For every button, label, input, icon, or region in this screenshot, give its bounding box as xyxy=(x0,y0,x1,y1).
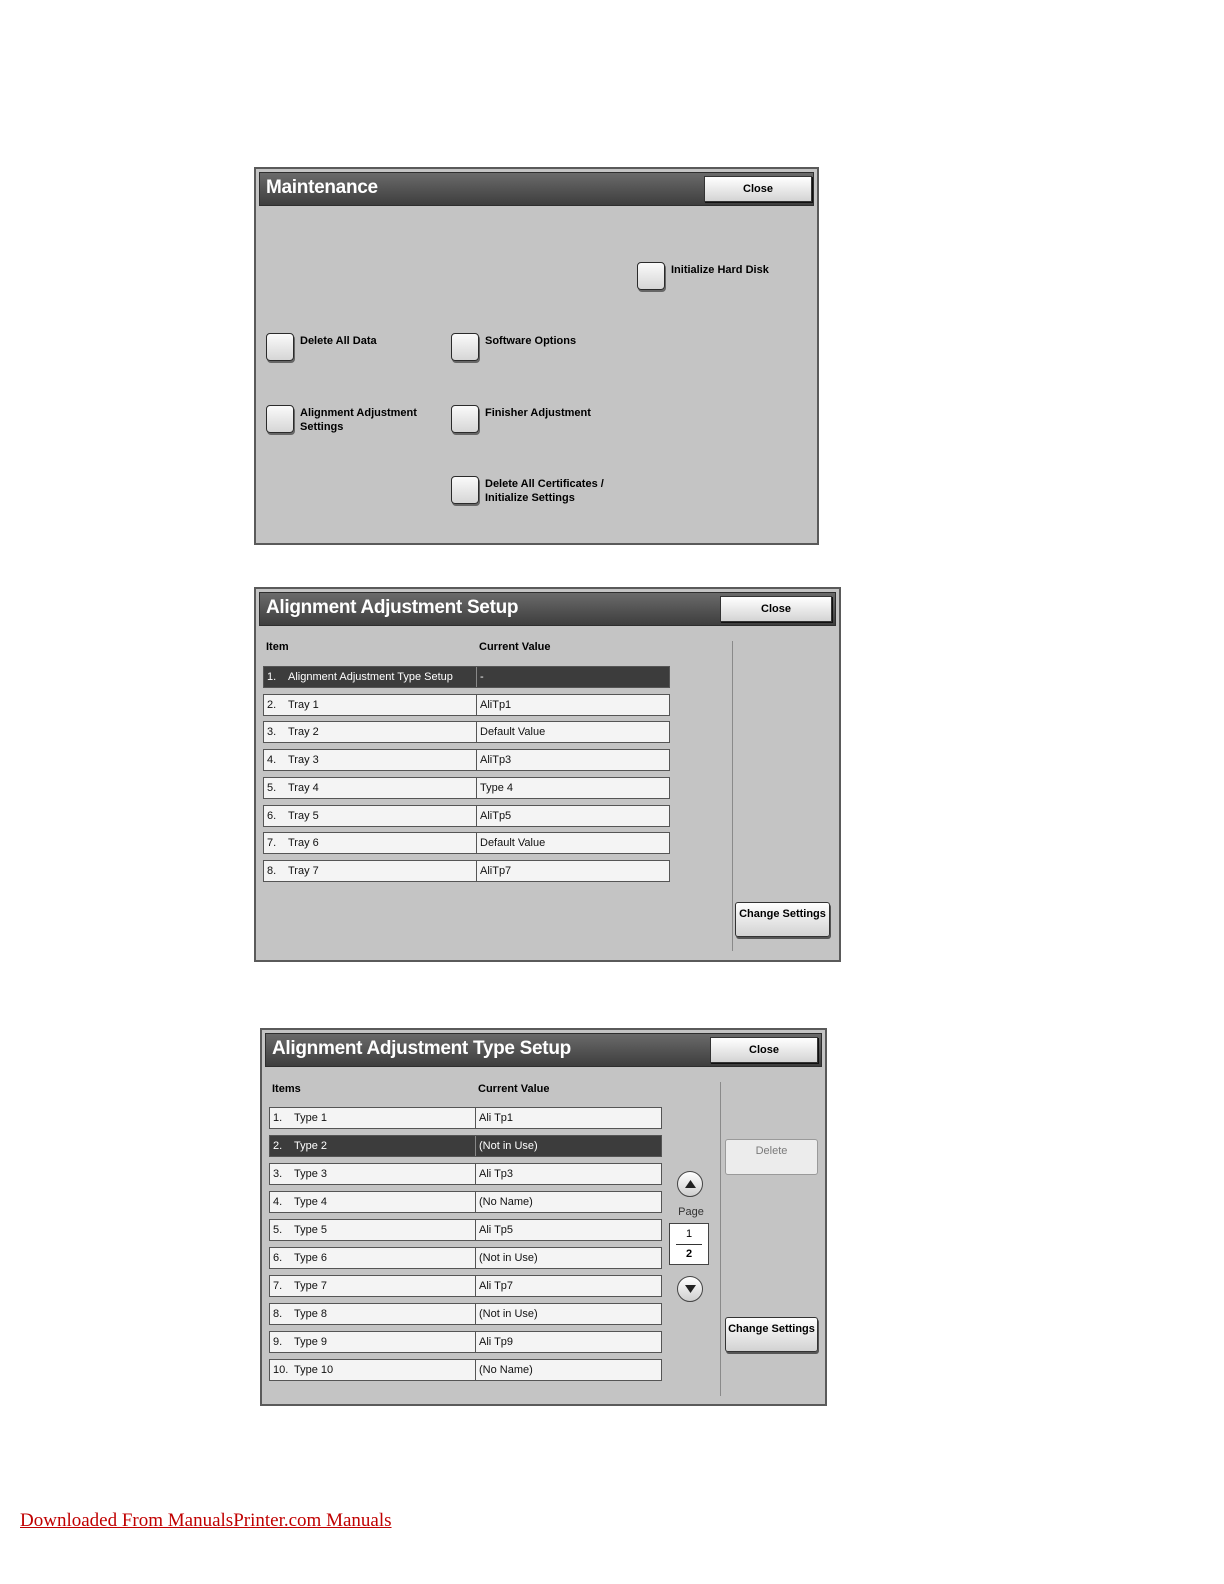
row-item: Type 2 xyxy=(294,1140,328,1152)
row-item: Type 10 xyxy=(294,1364,334,1376)
row-value: Ali Tp1 xyxy=(475,1108,661,1128)
finisher-adjustment-checkbox[interactable] xyxy=(451,405,479,433)
arrow-down-icon xyxy=(684,1284,697,1294)
page-up-button[interactable] xyxy=(677,1171,703,1197)
table-row[interactable] xyxy=(269,1275,662,1297)
software-options-checkbox[interactable] xyxy=(451,333,479,361)
page-indicator xyxy=(669,1223,709,1265)
row-value: - xyxy=(476,667,669,687)
row-item: Type 4 xyxy=(294,1196,328,1208)
table-row[interactable] xyxy=(269,1107,662,1129)
type-setup-change-settings-button[interactable]: Change Settings xyxy=(725,1317,818,1352)
type-setup-titlebar xyxy=(265,1033,822,1067)
table-row[interactable] xyxy=(269,1247,662,1269)
table-row[interactable] xyxy=(263,860,670,882)
row-item: Tray 1 xyxy=(288,698,319,711)
type-setup-items-header: Items xyxy=(272,1083,301,1095)
table-row[interactable] xyxy=(269,1191,662,1213)
row-value: AliTp7 xyxy=(476,861,669,881)
delete-all-data-checkbox[interactable] xyxy=(266,333,294,361)
type-setup-delete-button[interactable]: Delete xyxy=(725,1139,818,1175)
row-item: Type 5 xyxy=(294,1224,328,1236)
row-value: (No Name) xyxy=(475,1360,661,1380)
type-setup-panel xyxy=(260,1028,827,1406)
row-number: 5. xyxy=(267,781,277,794)
row-number: 2. xyxy=(267,698,277,711)
table-row[interactable] xyxy=(263,721,670,743)
alignment-setup-panel xyxy=(254,587,841,962)
row-number: 4. xyxy=(267,754,277,767)
row-value: (Not in Use) xyxy=(475,1136,661,1156)
row-item: Tray 4 xyxy=(288,781,319,794)
alignment-setup-value-header: Current Value xyxy=(479,641,551,653)
table-row[interactable] xyxy=(263,832,670,854)
alignment-setup-item-header: Item xyxy=(266,641,289,653)
page-divider xyxy=(676,1244,702,1245)
arrow-up-icon xyxy=(684,1179,697,1189)
row-value: Default Value xyxy=(476,833,669,853)
table-row[interactable] xyxy=(269,1219,662,1241)
type-setup-title: Alignment Adjustment Type Setup xyxy=(272,1038,571,1059)
row-number: 1. xyxy=(273,1112,283,1124)
page-down-button[interactable] xyxy=(677,1276,703,1302)
maintenance-titlebar xyxy=(259,172,814,206)
row-value: (No Name) xyxy=(475,1192,661,1212)
table-row[interactable] xyxy=(269,1135,662,1157)
row-number: 3. xyxy=(267,726,277,739)
row-value: (Not in Use) xyxy=(475,1248,661,1268)
alignment-setup-close-button[interactable]: Close xyxy=(720,596,832,622)
row-value: (Not in Use) xyxy=(475,1304,661,1324)
row-number: 4. xyxy=(273,1196,283,1208)
row-number: 3. xyxy=(273,1168,283,1180)
delete-all-certificates-checkbox[interactable] xyxy=(451,476,479,504)
row-item: Tray 6 xyxy=(288,837,319,850)
maintenance-panel xyxy=(254,167,819,545)
table-row[interactable] xyxy=(263,749,670,771)
software-options-option[interactable] xyxy=(451,333,615,361)
initialize-hard-disk-checkbox[interactable] xyxy=(637,262,665,290)
row-value: AliTp3 xyxy=(476,750,669,770)
row-item: Tray 2 xyxy=(288,726,319,739)
type-setup-close-button[interactable]: Close xyxy=(710,1037,818,1063)
row-number: 8. xyxy=(267,864,277,877)
table-row[interactable] xyxy=(269,1163,662,1185)
row-number: 9. xyxy=(273,1336,283,1348)
alignment-setup-divider xyxy=(732,641,733,951)
total-pages: 2 xyxy=(685,1248,693,1260)
type-setup-divider xyxy=(720,1082,721,1396)
alignment-adjustment-settings-checkbox[interactable] xyxy=(266,405,294,433)
delete-all-certificates-label-line2: Initialize Settings xyxy=(485,492,575,504)
footer-download-link[interactable]: Downloaded From ManualsPrinter.com Manuals xyxy=(20,1510,392,1531)
table-row[interactable] xyxy=(269,1303,662,1325)
alignment-adjustment-settings-option[interactable] xyxy=(266,405,430,434)
alignment-setup-title: Alignment Adjustment Setup xyxy=(266,597,519,618)
alignment-adjustment-settings-label-line1: Alignment Adjustment xyxy=(300,407,417,419)
maintenance-close-button[interactable]: Close xyxy=(704,176,812,202)
row-item: Tray 5 xyxy=(288,809,319,822)
row-number: 1. xyxy=(267,671,277,683)
initialize-hard-disk-option[interactable] xyxy=(637,262,801,290)
delete-all-data-label: Delete All Data xyxy=(300,335,377,347)
row-number: 8. xyxy=(273,1308,283,1320)
initialize-hard-disk-label: Initialize Hard Disk xyxy=(671,264,769,276)
row-value: Ali Tp5 xyxy=(475,1220,661,1240)
table-row[interactable] xyxy=(263,666,670,688)
type-setup-value-header: Current Value xyxy=(478,1083,550,1095)
alignment-adjustment-settings-label-line2: Settings xyxy=(300,421,344,433)
table-row[interactable] xyxy=(263,805,670,827)
row-number: 7. xyxy=(267,837,277,850)
table-row[interactable] xyxy=(263,694,670,716)
alignment-setup-change-settings-button[interactable]: Change Settings xyxy=(735,902,830,937)
delete-all-certificates-label xyxy=(485,477,615,505)
software-options-label: Software Options xyxy=(485,335,577,347)
page-label: Page xyxy=(678,1206,704,1218)
alignment-setup-titlebar xyxy=(259,592,836,626)
row-value: Default Value xyxy=(476,722,669,742)
finisher-adjustment-label: Finisher Adjustment xyxy=(485,407,591,419)
row-item: Type 6 xyxy=(294,1252,328,1264)
row-number: 2. xyxy=(273,1140,283,1152)
row-value: Ali Tp3 xyxy=(475,1164,661,1184)
finisher-adjustment-option[interactable] xyxy=(451,405,615,433)
row-item: Type 1 xyxy=(294,1112,328,1124)
row-item: Type 3 xyxy=(294,1168,328,1180)
row-item: Type 7 xyxy=(294,1280,328,1292)
table-row[interactable] xyxy=(269,1331,662,1353)
maintenance-title: Maintenance xyxy=(266,177,378,198)
row-item: Tray 7 xyxy=(288,864,319,877)
row-number: 6. xyxy=(273,1252,283,1264)
row-number: 6. xyxy=(267,809,277,822)
row-item: Type 8 xyxy=(294,1308,328,1320)
alignment-adjustment-settings-label xyxy=(300,406,430,434)
current-page: 1 xyxy=(685,1228,693,1240)
row-number: 7. xyxy=(273,1280,283,1292)
row-value: Ali Tp9 xyxy=(475,1332,661,1352)
row-item: Tray 3 xyxy=(288,754,319,767)
row-value: AliTp5 xyxy=(476,806,669,826)
row-item: Type 9 xyxy=(294,1336,328,1348)
table-row[interactable] xyxy=(269,1359,662,1381)
row-value: AliTp1 xyxy=(476,695,669,715)
delete-all-data-option[interactable] xyxy=(266,333,430,361)
delete-all-certificates-label-line1: Delete All Certificates / xyxy=(485,478,604,490)
row-number: 10. xyxy=(273,1364,289,1376)
row-item: Alignment Adjustment Type Setup xyxy=(288,671,453,683)
delete-all-certificates-option[interactable] xyxy=(451,476,615,505)
table-row[interactable] xyxy=(263,777,670,799)
row-number: 5. xyxy=(273,1224,283,1236)
row-value: Ali Tp7 xyxy=(475,1276,661,1296)
row-value: Type 4 xyxy=(476,778,669,798)
